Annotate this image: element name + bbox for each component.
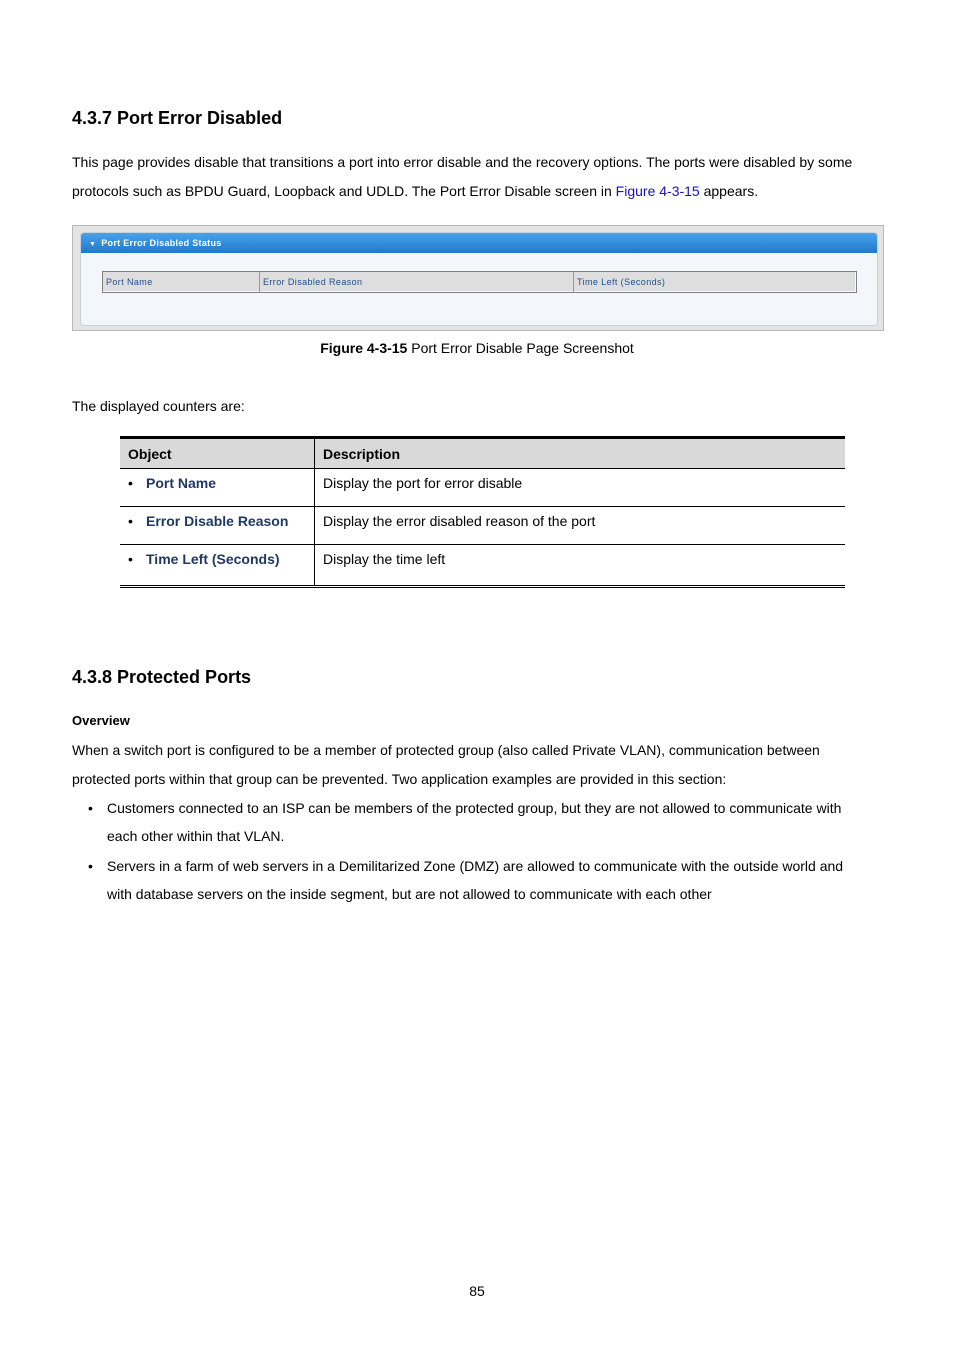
screenshot-figure bbox=[72, 225, 884, 331]
table-row bbox=[120, 469, 845, 507]
figure-link[interactable]: Figure 4-3-15 bbox=[615, 183, 700, 199]
header-description: Description bbox=[315, 438, 846, 469]
bullet-icon: • bbox=[128, 513, 133, 529]
list-item bbox=[88, 852, 884, 908]
object-name: Port Name bbox=[146, 475, 217, 491]
intro-line-1: This page provides disable that transitions a port into error disable and the recovery options. The ports were disabled by some bbox=[72, 154, 853, 170]
caption-text: Port Error Disable Page Screenshot bbox=[407, 340, 634, 356]
intro-line-2-prefix: protocols such as BPDU Guard, Loopback and UDLD. The Port Error Disable screen in bbox=[72, 183, 616, 199]
column-time-left: Time Left (Seconds) bbox=[577, 277, 666, 287]
panel-title-bar[interactable] bbox=[81, 233, 877, 253]
object-cell bbox=[120, 469, 315, 507]
figure-caption bbox=[72, 340, 882, 356]
description-cell: Display the port for error disable bbox=[315, 469, 846, 507]
objects-table bbox=[120, 436, 845, 588]
screenshot-panel bbox=[80, 232, 878, 326]
overview-subheading bbox=[72, 706, 884, 735]
table-row bbox=[120, 507, 845, 545]
status-table-header bbox=[102, 271, 857, 293]
overview-line-1: When a switch port is configured to be a member of protected group (also called Private VLAN), communication between bbox=[72, 742, 820, 758]
caption-label: Figure 4-3-15 bbox=[320, 340, 408, 356]
overview-label: Overview bbox=[72, 713, 130, 728]
section-heading-port-error-disabled: 4.3.7 Port Error Disabled bbox=[72, 108, 283, 128]
list-item-line-1: Customers connected to an ISP can be members of the protected group, but they are not allowed to communicate with bbox=[107, 800, 842, 816]
bullet-icon: • bbox=[128, 551, 133, 567]
column-port-name: Port Name bbox=[103, 272, 260, 292]
column-error-disabled-reason: Error Disabled Reason bbox=[260, 272, 574, 292]
list-item-line-2: with database servers on the inside segment, but are not allowed to communicate with each other bbox=[107, 886, 712, 902]
counters-intro: The displayed counters are: bbox=[72, 398, 245, 414]
collapse-arrow-icon[interactable]: ▼ bbox=[89, 241, 97, 248]
list-item-line-1: Servers in a farm of web servers in a Demilitarized Zone (DMZ) are allowed to communicate with the outside world and bbox=[107, 858, 844, 874]
overview-paragraph bbox=[72, 736, 884, 794]
panel-title: Port Error Disabled Status bbox=[101, 238, 222, 248]
list-item bbox=[88, 794, 884, 850]
section-heading-protected-ports: 4.3.8 Protected Ports bbox=[72, 667, 252, 687]
list-item-line-2: each other within that VLAN. bbox=[107, 828, 285, 844]
object-name: Error Disable Reason bbox=[146, 513, 289, 529]
bullet-icon: • bbox=[88, 858, 93, 874]
example-list bbox=[88, 794, 884, 908]
bullet-icon: • bbox=[128, 475, 133, 491]
header-object: Object bbox=[120, 438, 315, 469]
object-name: Time Left (Seconds) bbox=[146, 551, 280, 567]
intro-paragraph bbox=[72, 148, 884, 206]
table-header-row bbox=[120, 438, 845, 469]
description-cell: Display the error disabled reason of the port bbox=[315, 507, 846, 545]
object-cell bbox=[120, 545, 315, 587]
intro-line-2-suffix: appears. bbox=[699, 183, 759, 199]
table-row bbox=[120, 545, 845, 587]
object-cell bbox=[120, 507, 315, 545]
description-cell: Display the time left bbox=[315, 545, 846, 587]
bullet-icon: • bbox=[88, 800, 93, 816]
overview-line-2: protected ports within that group can be prevented. Two application examples are provided in this section: bbox=[72, 771, 727, 787]
page-number: 85 bbox=[469, 1283, 485, 1299]
